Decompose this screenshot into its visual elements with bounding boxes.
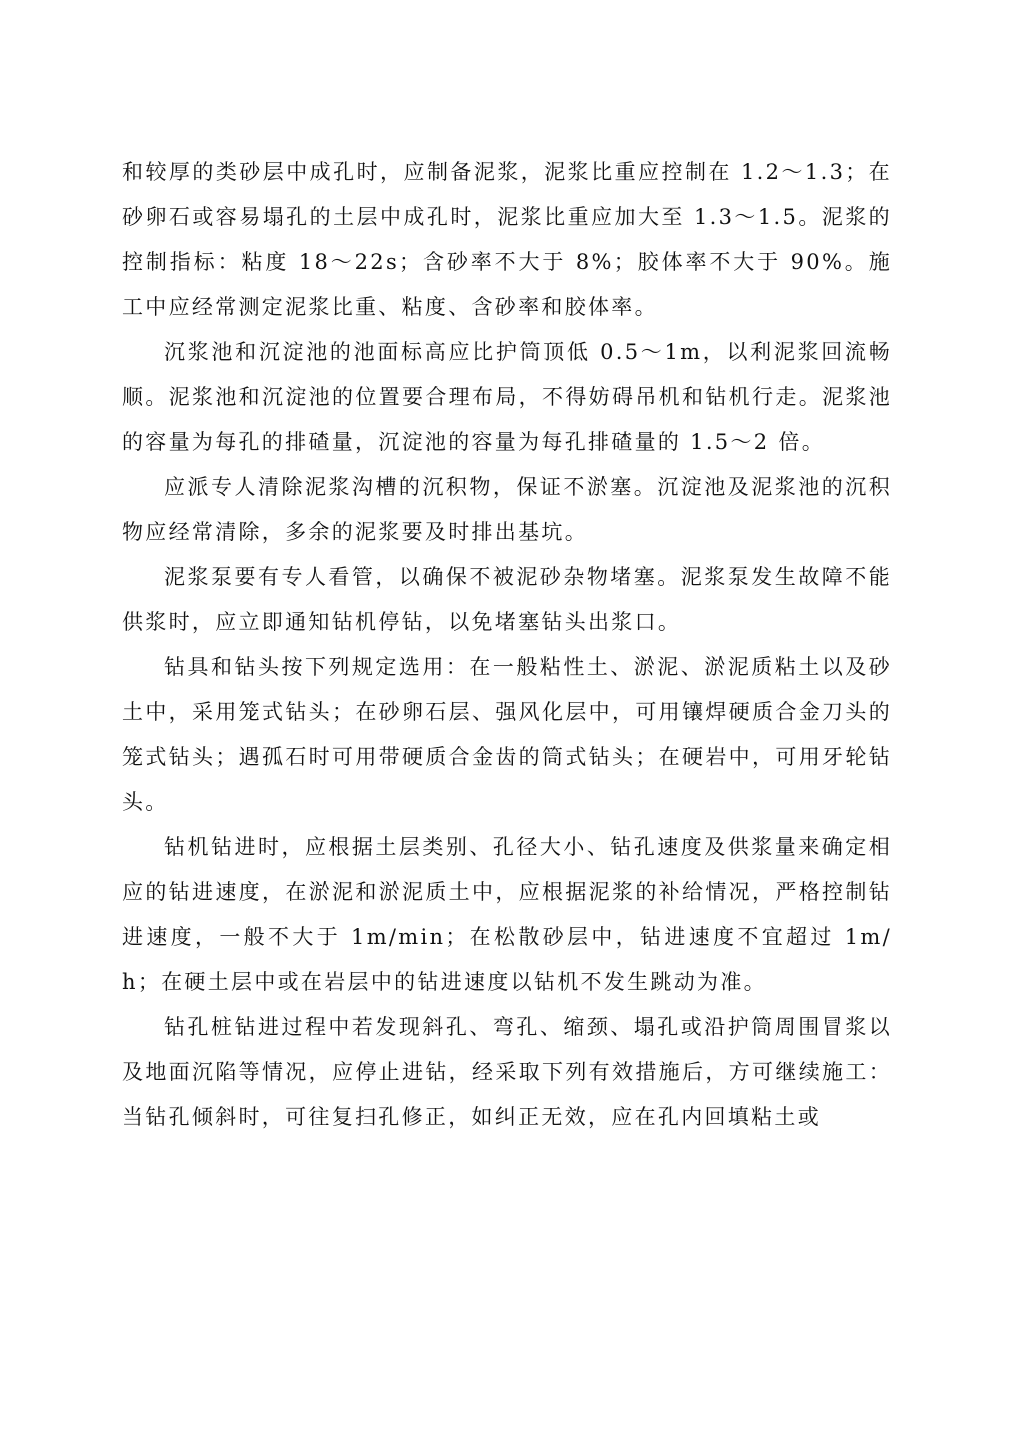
paragraph-slurry-pool: 沉浆池和沉淀池的池面标高应比护筒顶低 0.5～1m，以利泥浆回流畅顺。泥浆池和沉淀池的位置要合理布局，不得妨碍吊机和钻机行走。泥浆池的容量为每孔的排碴量，沉淀池的容量为每孔排碴量的 1.5～2 倍。	[122, 340, 892, 454]
document-body	[122, 150, 892, 1140]
paragraph-slurry-pump: 泥浆泵要有专人看管，以确保不被泥砂杂物堵塞。泥浆泵发生故障不能供浆时，应立即通知钻机停钻，以免堵塞钻头出浆口。	[122, 565, 892, 634]
paragraph-drill-bits: 钻具和钻头按下列规定选用：在一般粘性土、淤泥、淤泥质粘土以及砂土中，采用笼式钻头；在砂卵石层、强风化层中，可用镶焊硬质合金刀头的笼式钻头；遇孤石时可用带硬质合金齿的筒式钻头；在硬岩中，可用牙轮钻头。	[122, 655, 892, 814]
paragraph-sediment-cleaning: 应派专人清除泥浆沟槽的沉积物，保证不淤塞。沉淀池及泥浆池的沉积物应经常清除，多余的泥浆要及时排出基坑。	[122, 475, 892, 544]
paragraph-drilling-speed: 钻机钻进时，应根据土层类别、孔径大小、钻孔速度及供浆量来确定相应的钻进速度，在淤泥和淤泥质土中，应根据泥浆的补给情况，严格控制钻进速度，一般不大于 1m/min；在松散砂层中，钻进速度不宜超过 1m/h；在硬土层中或在岩层中的钻进速度以钻机不发生跳动为准。	[122, 835, 892, 994]
paragraph-drilling-issues: 钻孔桩钻进过程中若发现斜孔、弯孔、缩颈、塌孔或沿护筒周围冒浆以及地面沉陷等情况，应停止进钻，经采取下列有效措施后，方可继续施工：当钻孔倾斜时，可往复扫孔修正，如纠正无效，应在孔内回填粘土或	[122, 1015, 892, 1129]
paragraph-continued: 和较厚的类砂层中成孔时，应制备泥浆，泥浆比重应控制在 1.2～1.3；在砂卵石或容易塌孔的土层中成孔时，泥浆比重应加大至 1.3～1.5。泥浆的控制指标：粘度 18～22s；含砂率不大于 8%；胶体率不大于 90%。施工中应经常测定泥浆比重、粘度、含砂率和胶体率。	[122, 160, 892, 319]
